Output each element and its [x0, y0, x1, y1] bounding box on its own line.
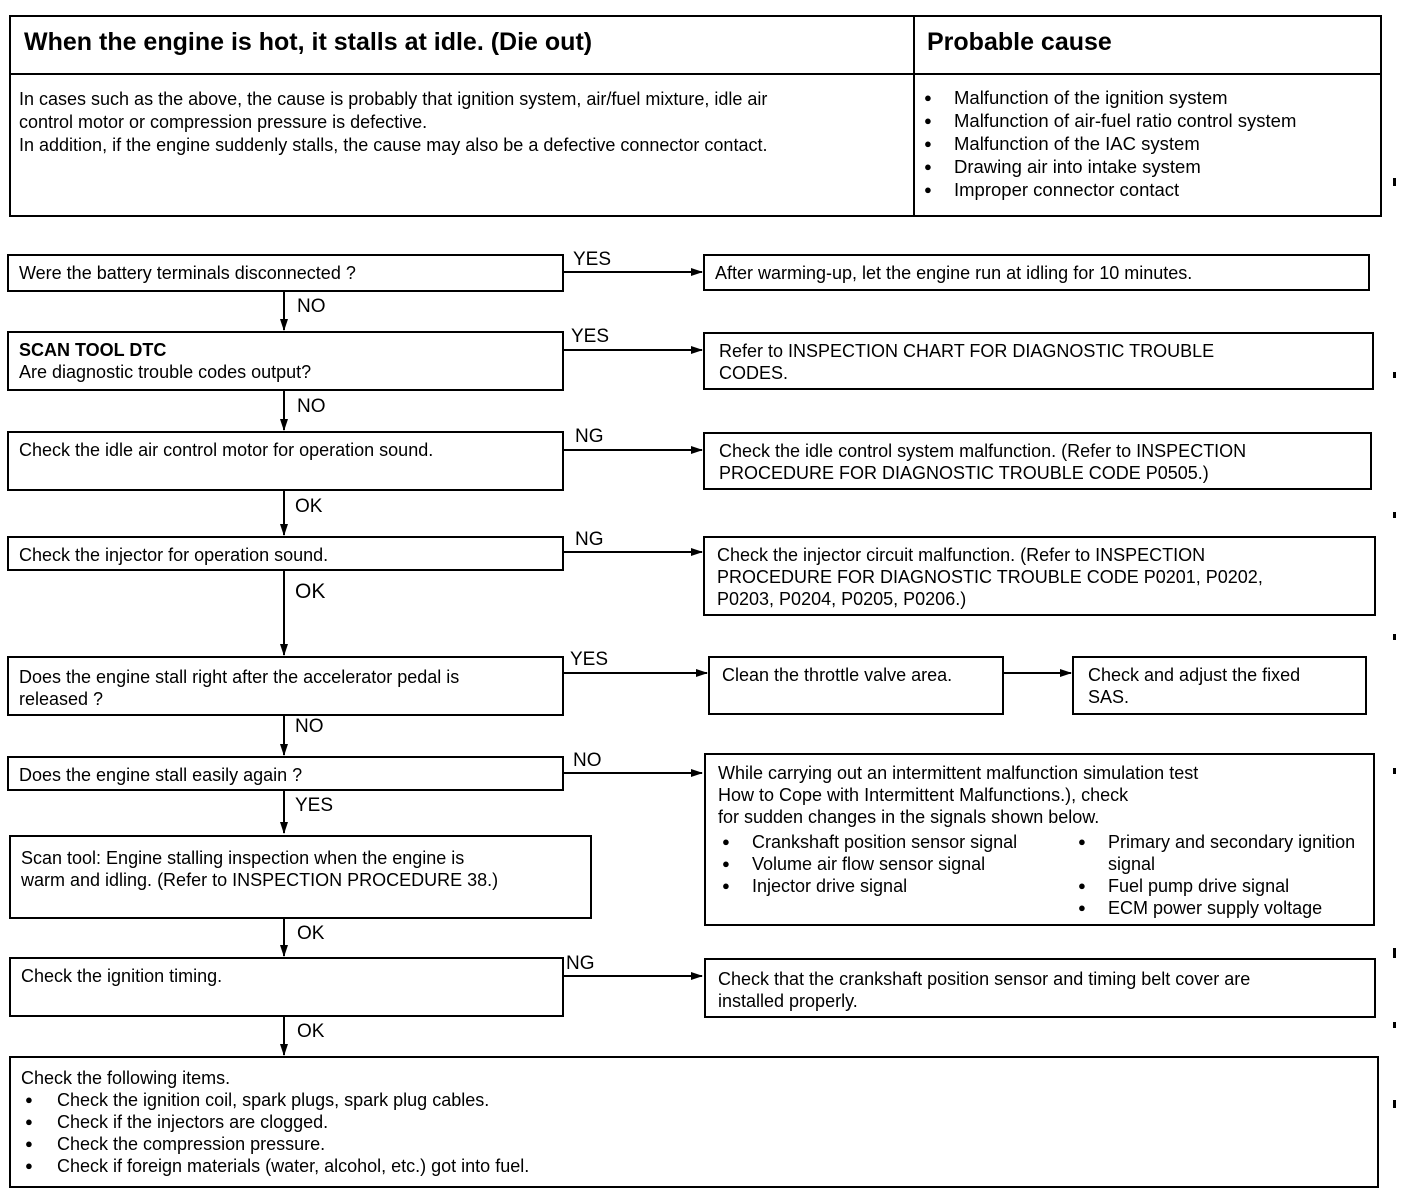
result-text: Check the idle control system malfunction. (Refer to INSPECTION [719, 441, 1247, 461]
result-idle-ctrl [703, 432, 1372, 490]
result-text: After warming-up, let the engine run at idling for 10 minutes. [715, 263, 1193, 283]
step-text: Check the ignition timing. [21, 966, 223, 986]
result-text: CODES. [719, 363, 789, 383]
result-crank-sensor [704, 958, 1376, 1018]
label-dtc-yes: YES [571, 326, 610, 347]
label-injector-ok: OK [295, 580, 326, 603]
probable-cause-title: Probable cause [927, 28, 1112, 56]
label-stallagain-yes: YES [295, 795, 334, 816]
cause-list [920, 86, 1380, 201]
signal-item: ● Fuel pump drive signal [1074, 875, 1374, 897]
label-timing-ng: NG [566, 953, 595, 974]
signal-item: ● Injector drive signal [718, 875, 1048, 897]
result-text: How to Cope with Intermittent Malfunctions.), check [718, 785, 1129, 805]
final-item: ● Check if foreign materials (water, alcohol, etc.) got into fuel. [21, 1155, 1367, 1177]
margin-mark [1393, 948, 1396, 958]
step-title: SCAN TOOL DTC [19, 340, 167, 360]
signal-item: ● Volume air flow sensor signal [718, 853, 1048, 875]
signal-list-left [718, 831, 1048, 897]
step-battery [7, 254, 564, 292]
label-stallagain-no: NO [573, 750, 602, 771]
step-final-checks [9, 1056, 1379, 1188]
step-text: Check the injector for operation sound. [19, 545, 329, 565]
margin-mark [1393, 372, 1396, 378]
step-text: Are diagnostic trouble codes output? [19, 362, 312, 382]
step-text: Does the engine stall right after the accelerator pedal is [19, 667, 460, 687]
label-scan-ok: OK [297, 923, 325, 944]
step-text: Does the engine stall easily again ? [19, 765, 303, 785]
description-line: In cases such as the above, the cause is probably that ignition system, air/fuel mixture, idle air [19, 89, 768, 109]
step-stall-again [7, 756, 564, 791]
label-iac-ng: NG [575, 426, 604, 447]
step-text: released ? [19, 689, 104, 709]
description-line: In addition, if the engine suddenly stalls, the cause may also be a defective connector contact. [19, 135, 768, 155]
label-stall-yes: YES [570, 649, 609, 670]
signal-item: ● Crankshaft position sensor signal [718, 831, 1032, 853]
margin-mark [1393, 1100, 1396, 1108]
label-timing-ok: OK [297, 1021, 325, 1042]
result-text: installed properly. [718, 991, 858, 1011]
page-title: When the engine is hot, it stalls at idle. (Die out) [24, 28, 593, 56]
step-scan-stall [9, 835, 592, 919]
step-iac-sound [7, 431, 564, 491]
margin-mark [1393, 634, 1396, 640]
label-dtc-no: NO [297, 396, 326, 417]
step-text: Scan tool: Engine stalling inspection when the engine is [21, 848, 465, 868]
result-sas [1072, 656, 1367, 715]
result-text: PROCEDURE FOR DIAGNOSTIC TROUBLE CODE P0201, P0202, [717, 567, 1263, 587]
result-throttle [708, 656, 1004, 715]
step-ign-timing [9, 957, 564, 1017]
label-iac-ok: OK [295, 496, 323, 517]
result-text: While carrying out an intermittent malfunction simulation test [718, 763, 1199, 783]
final-item: ● Check the ignition coil, spark plugs, spark plug cables. [21, 1089, 1367, 1111]
cause-item: ● Improper connector contact [920, 178, 1380, 201]
result-injector-circuit [703, 536, 1376, 616]
margin-mark [1393, 1022, 1396, 1028]
result-text: Refer to INSPECTION CHART FOR DIAGNOSTIC TROUBLE [719, 341, 1215, 361]
step-scan-dtc [7, 331, 564, 391]
step-text: Were the battery terminals disconnected ? [19, 263, 356, 283]
result-warmup [703, 254, 1370, 291]
signal-item: ● Primary and secondary ignition signal [1074, 831, 1358, 875]
final-item: ● Check if the injectors are clogged. [21, 1111, 1367, 1133]
margin-mark [1393, 512, 1396, 518]
margin-mark [1393, 178, 1396, 186]
step-stall-pedal [7, 656, 564, 716]
result-intermittent [704, 753, 1375, 926]
step-text: Check the idle air control motor for operation sound. [19, 440, 434, 460]
step-text: warm and idling. (Refer to INSPECTION PROCEDURE 38.) [21, 870, 499, 890]
margin-mark [1393, 768, 1396, 774]
result-text: P0203, P0204, P0205, P0206.) [717, 589, 967, 609]
result-text: for sudden changes in the signals shown below. [718, 807, 1100, 827]
signal-item: ● ECM power supply voltage [1074, 897, 1374, 919]
result-text: PROCEDURE FOR DIAGNOSTIC TROUBLE CODE P0505.) [719, 463, 1209, 483]
cause-item: ● Malfunction of air-fuel ratio control system [920, 109, 1380, 132]
result-dtc-chart [703, 332, 1374, 390]
result-text: Check and adjust the fixed [1088, 665, 1301, 685]
final-title: Check the following items. [21, 1068, 231, 1088]
label-injector-ng: NG [575, 529, 604, 550]
cause-item: ● Malfunction of the IAC system [920, 132, 1380, 155]
header-divider-v [913, 17, 915, 215]
step-injector-sound [7, 536, 564, 571]
cause-item: ● Drawing air into intake system [920, 155, 1380, 178]
signal-list-right [1074, 831, 1374, 919]
header-divider-h [11, 73, 1380, 75]
header-description [19, 88, 899, 157]
label-battery-yes: YES [573, 249, 612, 270]
final-item: ● Check the compression pressure. [21, 1133, 1367, 1155]
result-text: SAS. [1088, 687, 1130, 707]
result-text: Check that the crankshaft position sensor and timing belt cover are [718, 969, 1251, 989]
result-text: Check the injector circuit malfunction. (Refer to INSPECTION [717, 545, 1206, 565]
label-stall-no: NO [295, 716, 324, 737]
result-text: Clean the throttle valve area. [722, 665, 953, 685]
description-line: control motor or compression pressure is defective. [19, 112, 428, 132]
cause-item: ● Malfunction of the ignition system [920, 86, 1380, 109]
label-battery-no: NO [297, 296, 326, 317]
